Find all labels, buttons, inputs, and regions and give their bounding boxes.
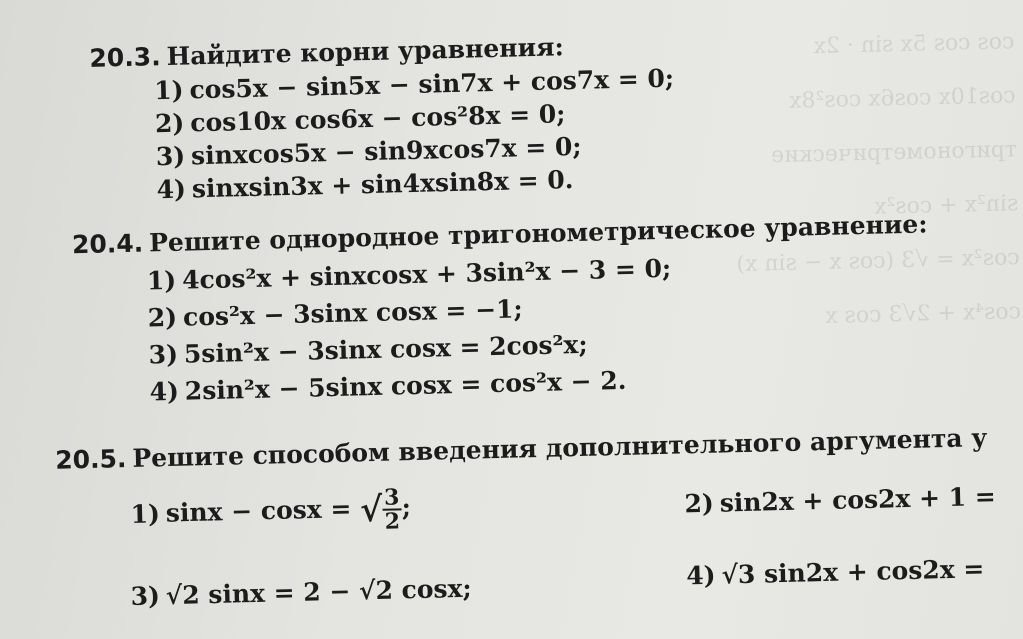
equation-text: cos5x − sin5x − sin7x + cos7x = 0;	[189, 63, 675, 105]
equation-item	[147, 294, 523, 332]
item-number: 1)	[153, 75, 184, 106]
equation-text: sinxcos5x − sin9xcos7x = 0;	[190, 131, 582, 171]
item-number: 4)	[685, 560, 716, 591]
item-number: 1)	[130, 498, 161, 529]
problem-title: Решите способом введения дополнительного аргумента у	[132, 423, 988, 473]
item-number: 2)	[154, 108, 185, 139]
item-number: 3)	[130, 581, 161, 611]
equation-text: sinxsin3x + sin4xsin8x = 0.	[191, 165, 574, 204]
equation-text: sin2x + cos2x + 1 =	[719, 481, 997, 518]
problem-heading	[89, 32, 564, 73]
item-number: 2)	[684, 488, 715, 519]
equation-item	[147, 254, 672, 296]
equation-item	[155, 99, 566, 138]
equation-text: cos²x − 3sinx cosx = −1;	[182, 294, 524, 332]
equation-item	[149, 366, 626, 407]
equation-text: √2 sinx = 2 − √2 cosx;	[165, 573, 473, 611]
item-number: 4)	[156, 174, 187, 205]
problem-number: 20.4.	[71, 228, 144, 260]
equation-item	[156, 132, 582, 171]
item-number: 4)	[149, 376, 180, 407]
problem-number: 20.3.	[89, 42, 161, 73]
problem-number: 20.5.	[54, 444, 127, 475]
fraction-numerator: 3	[383, 484, 400, 511]
item-number: 2)	[147, 302, 178, 333]
equation-text: 5sin²x − 3sinx cosx = 2cos²x;	[183, 329, 588, 369]
equation-item	[154, 64, 674, 106]
equation-text: √3 sin2x + cos2x =	[721, 554, 985, 590]
equation-item	[684, 482, 996, 519]
item-number: 3)	[148, 339, 179, 370]
equation-item	[148, 330, 588, 370]
sqrt-symbol: √	[359, 489, 383, 531]
equation-item	[156, 165, 573, 204]
problem-20-5	[55, 423, 988, 475]
equation-item	[686, 554, 985, 590]
item-number: 3)	[155, 141, 186, 172]
equation-text: 4cos²x + sinxcosx + 3sin²x − 3 = 0;	[181, 253, 672, 295]
equation-text: cos10x cos6x − cos²8x = 0;	[189, 99, 566, 138]
equation-item	[130, 486, 411, 539]
fraction-denominator: 2	[384, 508, 401, 535]
equation-item	[130, 574, 472, 611]
equation-text: 2sin²x − 5sinx cosx = cos²x − 2.	[184, 365, 627, 406]
problem-20-3	[89, 32, 564, 73]
problem-heading	[55, 423, 988, 475]
fraction	[382, 484, 402, 535]
equation-text: sinx − cosx =	[165, 494, 352, 528]
equation-tail: ;	[401, 492, 412, 522]
bleed-through-text: cos cos 5x sin · 2x cos10x cos6x cos²8x тригонометрические sin²x + cos²x cos²x = √3 (cos x − sin x) cos⁴x + 2√3 cos x	[736, 29, 1022, 329]
problem-title: Решите однородное тригонометрическое уравнение:	[148, 209, 928, 258]
problem-title: Найдите корни уравнения:	[166, 32, 565, 71]
item-number: 1)	[146, 265, 177, 296]
